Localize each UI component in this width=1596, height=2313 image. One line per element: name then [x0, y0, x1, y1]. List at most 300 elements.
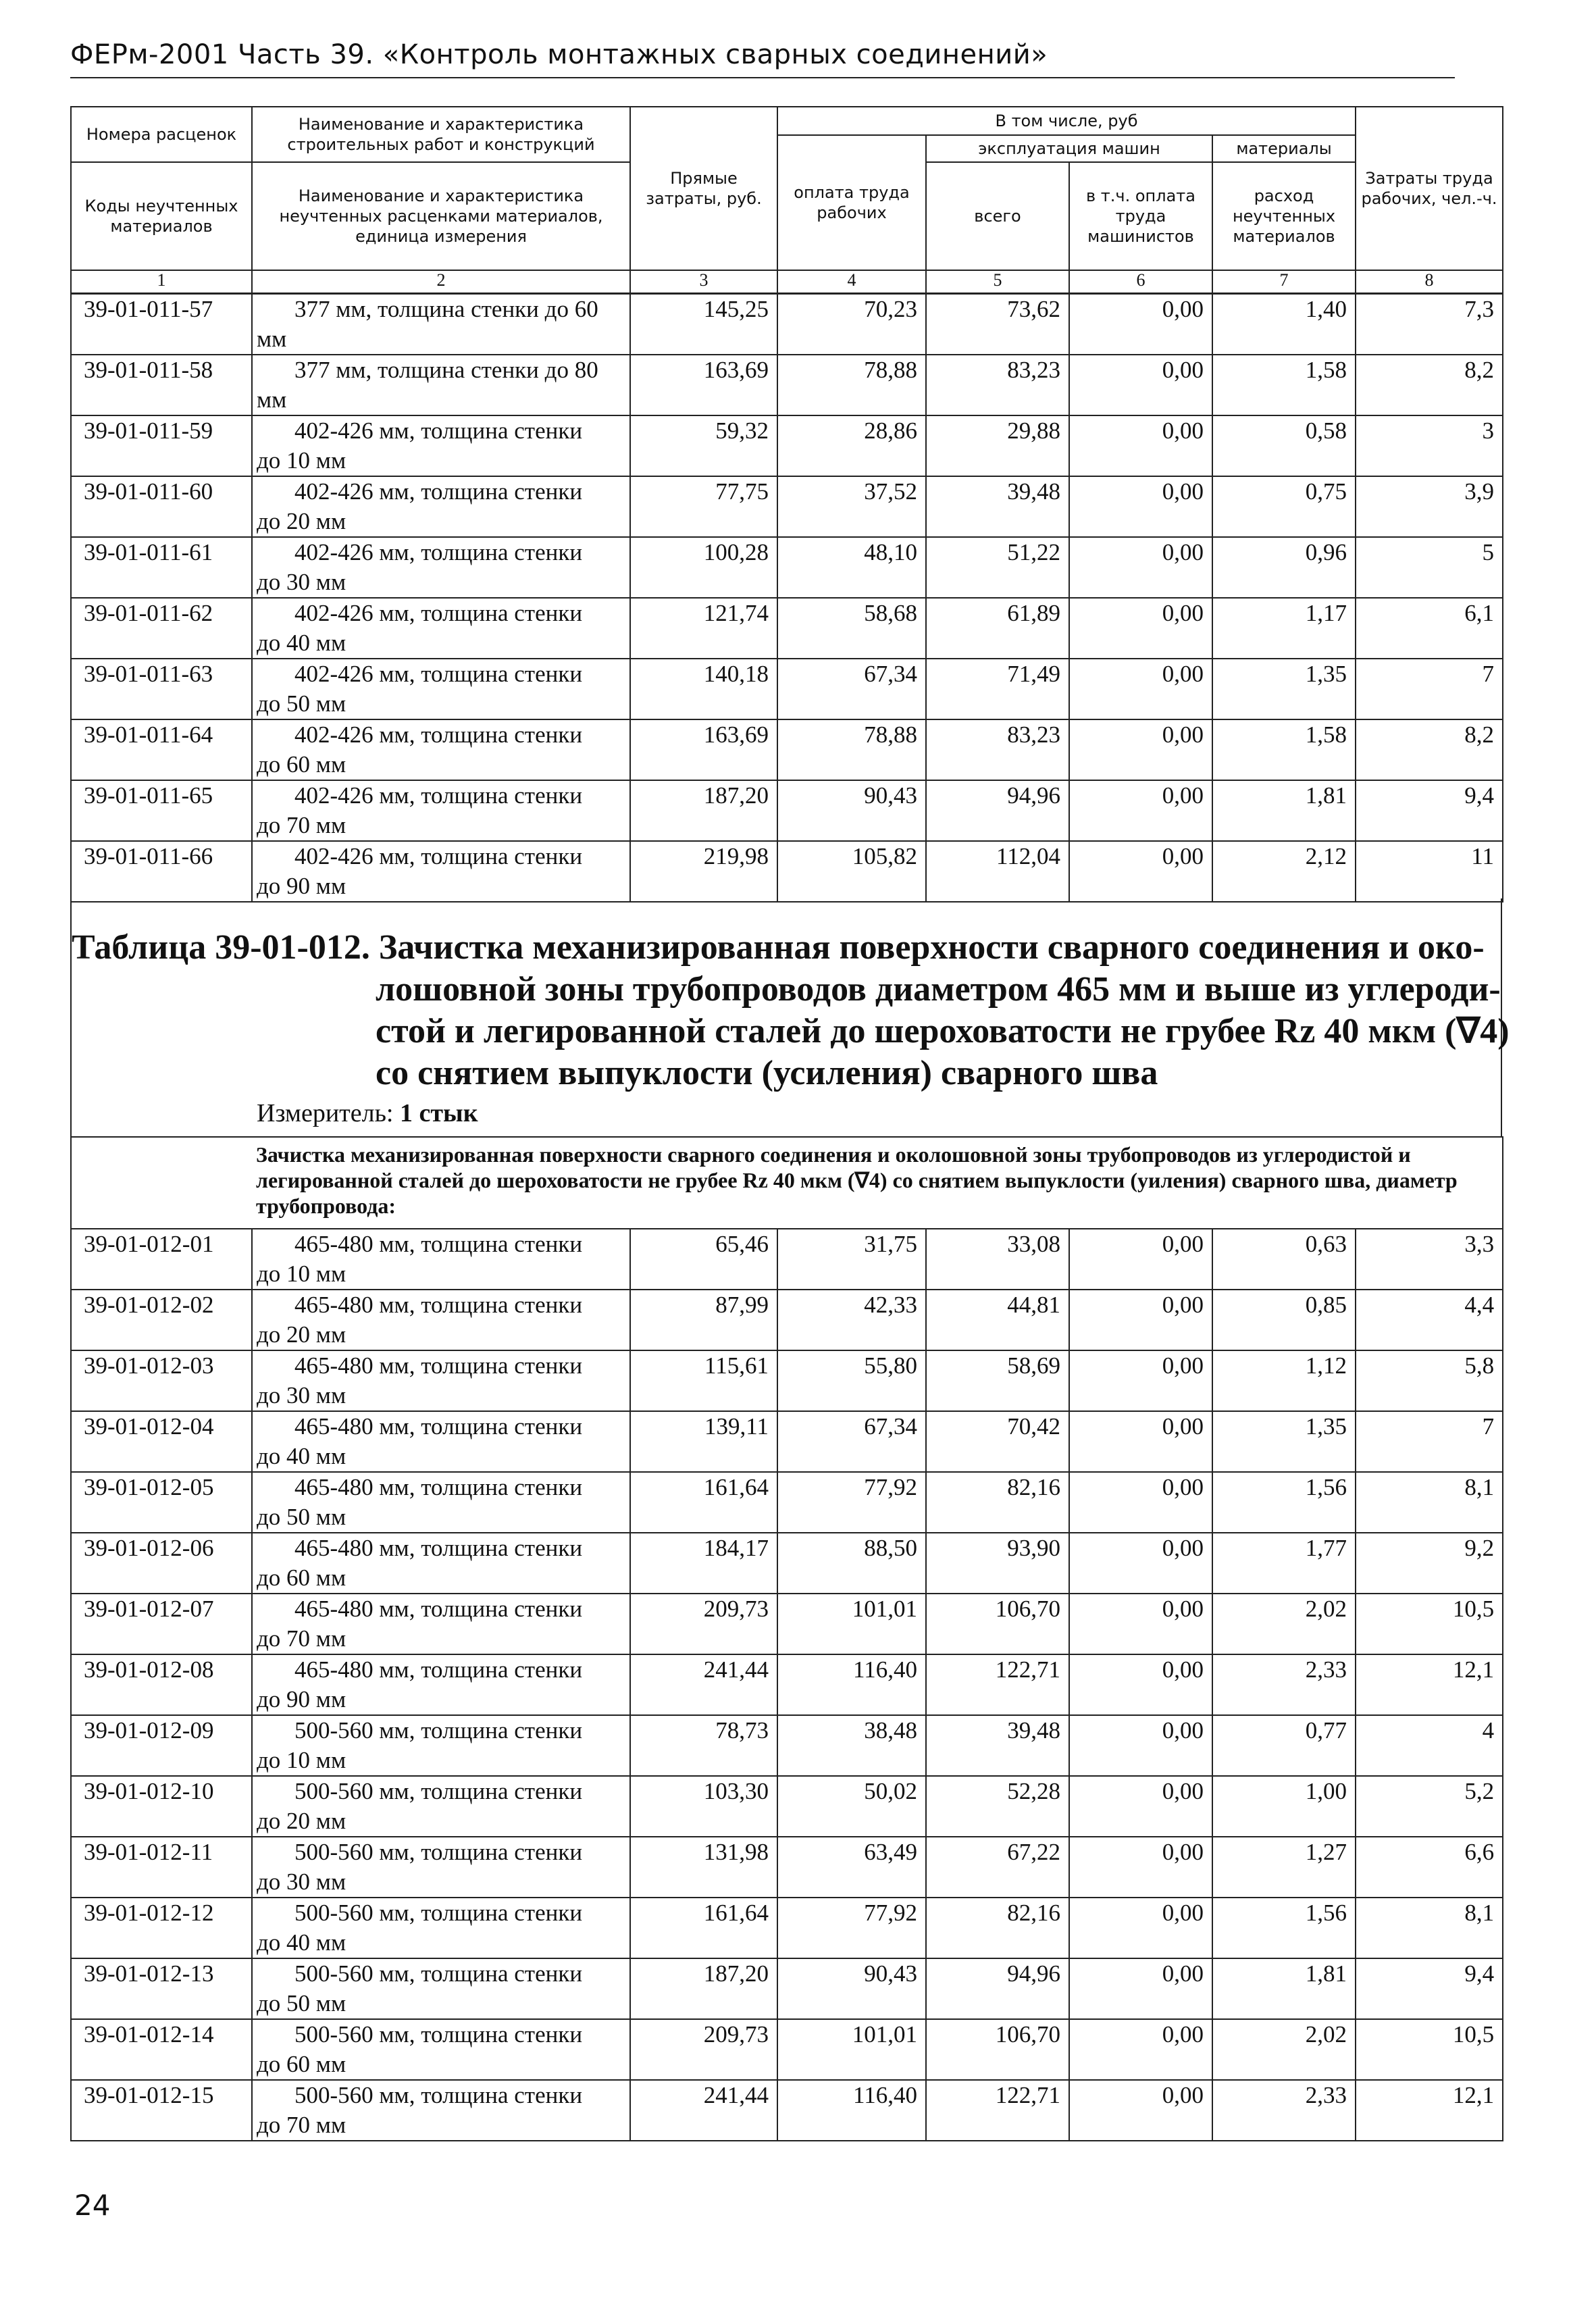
labor-pay-value: 28,86 [777, 415, 926, 476]
work-description [252, 1776, 630, 1837]
operators-pay-value: 0,00 [1069, 537, 1212, 598]
rate-code: 39-01-012-15 [71, 2080, 252, 2141]
direct-costs-value: 121,74 [630, 598, 777, 659]
description-line: до 30 мм [257, 569, 346, 595]
materials-value: 2,02 [1212, 1594, 1356, 1654]
labor-pay-value: 67,34 [777, 1411, 926, 1472]
table-title-line: лошовной зоны трубопроводов диаметром 465 мм и выше из углероди- [376, 970, 1501, 1009]
labor-pay-value: 78,88 [777, 355, 926, 415]
operators-pay-value: 0,00 [1069, 2019, 1212, 2080]
direct-costs-value: 65,46 [630, 1229, 777, 1290]
machines-total-value: 71,49 [926, 659, 1069, 719]
work-description [252, 1350, 630, 1411]
direct-costs-value: 241,44 [630, 1654, 777, 1715]
description-line: до 60 мм [257, 2051, 346, 2077]
description-line: до 20 мм [257, 508, 346, 534]
materials-value: 1,81 [1212, 780, 1356, 841]
operators-pay-value: 0,00 [1069, 659, 1212, 719]
labor-hours-value: 4,4 [1356, 1290, 1503, 1350]
labor-hours-value: 9,2 [1356, 1533, 1503, 1594]
operators-pay-value: 0,00 [1069, 355, 1212, 415]
direct-costs-value: 161,64 [630, 1472, 777, 1533]
labor-hours-value: 4 [1356, 1715, 1503, 1776]
materials-value: 2,33 [1212, 1654, 1356, 1715]
direct-costs-value: 163,69 [630, 719, 777, 780]
work-description [252, 1290, 630, 1350]
direct-costs-value: 145,25 [630, 294, 777, 355]
column-index: 7 [1212, 270, 1356, 293]
labor-pay-value: 63,49 [777, 1837, 926, 1898]
labor-pay-value: 48,10 [777, 537, 926, 598]
machines-total-value: 93,90 [926, 1533, 1069, 1594]
table-row [71, 1290, 1503, 1350]
labor-hours-value: 5,2 [1356, 1776, 1503, 1837]
work-description [252, 355, 630, 415]
machines-total-value: 70,42 [926, 1411, 1069, 1472]
description-line: 465-480 мм, толщина стенки [294, 1231, 583, 1257]
direct-costs-value: 161,64 [630, 1898, 777, 1958]
rate-code: 39-01-012-12 [71, 1898, 252, 1958]
direct-costs-value: 241,44 [630, 2080, 777, 2141]
materials-value: 1,27 [1212, 1837, 1356, 1898]
machines-total-value: 106,70 [926, 1594, 1069, 1654]
operators-pay-value: 0,00 [1069, 2080, 1212, 2141]
description-line: 500-560 мм, толщина стенки [294, 1839, 583, 1865]
labor-pay-value: 90,43 [777, 780, 926, 841]
machines-total-value: 106,70 [926, 2019, 1069, 2080]
description-line: до 10 мм [257, 1747, 346, 1773]
operators-pay-value: 0,00 [1069, 1533, 1212, 1594]
rate-code: 39-01-012-14 [71, 2019, 252, 2080]
rate-code: 39-01-012-05 [71, 1472, 252, 1533]
labor-pay-value: 78,88 [777, 719, 926, 780]
labor-hours-value: 5 [1356, 537, 1503, 598]
direct-costs-value: 163,69 [630, 355, 777, 415]
table-row [71, 659, 1503, 719]
materials-value: 1,77 [1212, 1533, 1356, 1594]
labor-hours-value: 10,5 [1356, 1594, 1503, 1654]
description-line: 500-560 мм, толщина стенки [294, 1778, 583, 1804]
description-line: 500-560 мм, толщина стенки [294, 1717, 583, 1744]
table-row [71, 1715, 1503, 1776]
operators-pay-value: 0,00 [1069, 598, 1212, 659]
operators-pay-value: 0,00 [1069, 415, 1212, 476]
materials-value: 1,58 [1212, 719, 1356, 780]
operators-pay-value: 0,00 [1069, 476, 1212, 537]
labor-pay-value: 31,75 [777, 1229, 926, 1290]
direct-costs-value: 209,73 [630, 1594, 777, 1654]
header-rule [70, 77, 1455, 78]
machines-total-value: 67,22 [926, 1837, 1069, 1898]
machines-total-value: 122,71 [926, 2080, 1069, 2141]
header-cell-labor-hours: Затраты труда рабочих, чел.-ч. [1356, 107, 1503, 270]
work-description [252, 294, 630, 355]
description-line: до 10 мм [257, 447, 346, 474]
header-cell-direct-costs: Прямые затраты, руб. [630, 107, 777, 270]
machines-total-value: 112,04 [926, 841, 1069, 902]
description-line: до 30 мм [257, 1869, 346, 1895]
labor-hours-value: 9,4 [1356, 780, 1503, 841]
rate-code: 39-01-011-58 [71, 355, 252, 415]
table-row [71, 1654, 1503, 1715]
table-row [71, 1776, 1503, 1837]
labor-pay-value: 67,34 [777, 659, 926, 719]
labor-hours-value: 12,1 [1356, 2080, 1503, 2141]
labor-pay-value: 116,40 [777, 1654, 926, 1715]
table-row [71, 1350, 1503, 1411]
table-title [72, 927, 1510, 1094]
table-title-line: со снятием выпуклости (усиления) сварного шва [376, 1054, 1158, 1092]
header-cell-rate-numbers: Номера расценок [71, 107, 252, 162]
materials-value: 1,17 [1212, 598, 1356, 659]
operators-pay-value: 0,00 [1069, 1594, 1212, 1654]
operators-pay-value: 0,00 [1069, 1350, 1212, 1411]
rate-code: 39-01-012-11 [71, 1837, 252, 1898]
description-line: 402-426 мм, толщина стенки [294, 721, 583, 748]
machines-total-value: 61,89 [926, 598, 1069, 659]
materials-value: 2,02 [1212, 2019, 1356, 2080]
materials-value: 1,56 [1212, 1898, 1356, 1958]
measure-label: Измеритель: [257, 1099, 394, 1127]
table-row [71, 780, 1503, 841]
rate-code: 39-01-012-10 [71, 1776, 252, 1837]
rate-code: 39-01-012-01 [71, 1229, 252, 1290]
work-description [252, 598, 630, 659]
work-description [252, 1533, 630, 1594]
machines-total-value: 82,16 [926, 1898, 1069, 1958]
table-row [71, 841, 1503, 902]
labor-hours-value: 8,1 [1356, 1898, 1503, 1958]
machines-total-value: 39,48 [926, 476, 1069, 537]
header-cell-unaccounted-materials: расход неучтенных материалов [1212, 162, 1356, 270]
rates-table-011 [70, 293, 1503, 903]
rate-code: 39-01-011-63 [71, 659, 252, 719]
direct-costs-value: 131,98 [630, 1837, 777, 1898]
direct-costs-value: 59,32 [630, 415, 777, 476]
description-line: до 70 мм [257, 2112, 346, 2138]
column-index: 8 [1356, 270, 1503, 293]
labor-hours-value: 12,1 [1356, 1654, 1503, 1715]
header-cell-labor-pay: оплата труда рабочих [777, 135, 926, 270]
materials-value: 1,56 [1212, 1472, 1356, 1533]
labor-hours-value: 9,4 [1356, 1958, 1503, 2019]
operators-pay-value: 0,00 [1069, 841, 1212, 902]
materials-value: 2,12 [1212, 841, 1356, 902]
direct-costs-value: 115,61 [630, 1350, 777, 1411]
materials-value: 0,77 [1212, 1715, 1356, 1776]
table-row [71, 537, 1503, 598]
work-description [252, 719, 630, 780]
description-line: 465-480 мм, толщина стенки [294, 1352, 583, 1379]
rate-code: 39-01-012-08 [71, 1654, 252, 1715]
rate-code: 39-01-011-57 [71, 294, 252, 355]
materials-value: 1,58 [1212, 355, 1356, 415]
labor-hours-value: 10,5 [1356, 2019, 1503, 2080]
direct-costs-value: 87,99 [630, 1290, 777, 1350]
description-line: 500-560 мм, толщина стенки [294, 1960, 583, 1987]
labor-pay-value: 77,92 [777, 1898, 926, 1958]
section-subheading: Зачистка механизированная поверхности сварного соединения и околошовной зоны трубопроводов из углеродистой и легированной сталей до шероховатости не грубее Rz 40 мкм (∇4) со снятием выпуклости (уиления) сварного шва, диаметр трубопровода: [252, 1137, 1503, 1229]
description-line: 402-426 мм, толщина стенки [294, 661, 583, 687]
work-description [252, 1411, 630, 1472]
labor-hours-value: 3,3 [1356, 1229, 1503, 1290]
machines-total-value: 58,69 [926, 1350, 1069, 1411]
work-description [252, 1472, 630, 1533]
description-line: 377 мм, толщина стенки до 60 [294, 296, 598, 322]
labor-pay-value: 38,48 [777, 1715, 926, 1776]
table-row [71, 1411, 1503, 1472]
labor-hours-value: 6,6 [1356, 1837, 1503, 1898]
rate-code: 39-01-011-59 [71, 415, 252, 476]
header-cell-operators-pay: в т.ч. оплата труда машинистов [1069, 162, 1212, 270]
direct-costs-value: 140,18 [630, 659, 777, 719]
operators-pay-value: 0,00 [1069, 294, 1212, 355]
labor-pay-value: 101,01 [777, 2019, 926, 2080]
work-description [252, 2080, 630, 2141]
labor-pay-value: 77,92 [777, 1472, 926, 1533]
materials-value: 0,75 [1212, 476, 1356, 537]
description-line: 500-560 мм, толщина стенки [294, 1900, 583, 1926]
description-line: до 20 мм [257, 1808, 346, 1834]
table-row [71, 1229, 1503, 1290]
table-row [71, 2019, 1503, 2080]
materials-value: 0,85 [1212, 1290, 1356, 1350]
operators-pay-value: 0,00 [1069, 1958, 1212, 2019]
materials-value: 0,58 [1212, 415, 1356, 476]
description-line: до 30 мм [257, 1382, 346, 1408]
description-line: 402-426 мм, толщина стенки [294, 843, 583, 869]
work-description [252, 1958, 630, 2019]
table-row [71, 598, 1503, 659]
column-header-table [70, 106, 1503, 294]
description-line: до 90 мм [257, 873, 346, 899]
work-description [252, 2019, 630, 2080]
materials-value: 1,81 [1212, 1958, 1356, 2019]
description-line: до 60 мм [257, 1565, 346, 1591]
description-line: до 90 мм [257, 1686, 346, 1712]
description-line: 402-426 мм, толщина стенки [294, 782, 583, 809]
rate-code: 39-01-011-66 [71, 841, 252, 902]
work-description [252, 1837, 630, 1898]
rate-code: 39-01-012-03 [71, 1350, 252, 1411]
work-description [252, 780, 630, 841]
description-line: 465-480 мм, толщина стенки [294, 1292, 583, 1318]
labor-pay-value: 55,80 [777, 1350, 926, 1411]
materials-value: 1,40 [1212, 294, 1356, 355]
header-cell-materials: материалы [1212, 135, 1356, 162]
description-line: 465-480 мм, толщина стенки [294, 1535, 583, 1561]
machines-total-value: 122,71 [926, 1654, 1069, 1715]
column-index: 2 [252, 270, 630, 293]
labor-hours-value: 8,2 [1356, 719, 1503, 780]
rates-table-012 [70, 1136, 1503, 2141]
work-description [252, 1654, 630, 1715]
rate-code: 39-01-012-06 [71, 1533, 252, 1594]
labor-hours-value: 5,8 [1356, 1350, 1503, 1411]
materials-value: 1,00 [1212, 1776, 1356, 1837]
table-row [71, 476, 1503, 537]
labor-pay-value: 70,23 [777, 294, 926, 355]
operators-pay-value: 0,00 [1069, 1715, 1212, 1776]
description-line: 402-426 мм, толщина стенки [294, 478, 583, 505]
header-cell-material-names: Наименование и характеристика неучтенных расценками материалов, единица измерения [252, 162, 630, 270]
rate-code: 39-01-012-04 [71, 1411, 252, 1472]
work-description [252, 1594, 630, 1654]
machines-total-value: 83,23 [926, 355, 1069, 415]
column-index: 4 [777, 270, 926, 293]
column-index: 1 [71, 270, 252, 293]
operators-pay-value: 0,00 [1069, 1472, 1212, 1533]
rate-code: 39-01-012-13 [71, 1958, 252, 2019]
work-description [252, 841, 630, 902]
materials-value: 1,35 [1212, 1411, 1356, 1472]
machines-total-value: 44,81 [926, 1290, 1069, 1350]
table-row [71, 1533, 1503, 1594]
column-index: 5 [926, 270, 1069, 293]
description-line: мм [257, 386, 287, 413]
description-line: до 70 мм [257, 812, 346, 838]
table-row [71, 719, 1503, 780]
description-line: до 60 мм [257, 751, 346, 778]
description-line: 402-426 мм, толщина стенки [294, 600, 583, 626]
table-row [71, 294, 1503, 355]
machines-total-value: 39,48 [926, 1715, 1069, 1776]
labor-hours-value: 6,1 [1356, 598, 1503, 659]
header-cell-material-codes: Коды неучтенных материалов [71, 162, 252, 270]
description-line: до 50 мм [257, 1990, 346, 2016]
work-description [252, 476, 630, 537]
description-line: 465-480 мм, толщина стенки [294, 1656, 583, 1683]
operators-pay-value: 0,00 [1069, 1776, 1212, 1837]
header-cell-machines-total: всего [926, 162, 1069, 270]
table-row [71, 2080, 1503, 2141]
machines-total-value: 94,96 [926, 1958, 1069, 2019]
work-description [252, 1898, 630, 1958]
description-line: 465-480 мм, толщина стенки [294, 1596, 583, 1622]
machines-total-value: 33,08 [926, 1229, 1069, 1290]
description-line: до 40 мм [257, 630, 346, 656]
labor-hours-value: 3,9 [1356, 476, 1503, 537]
unit-of-measure [257, 1098, 478, 1128]
description-line: до 10 мм [257, 1261, 346, 1287]
table-row [71, 1472, 1503, 1533]
direct-costs-value: 187,20 [630, 780, 777, 841]
header-cell-including: В том числе, руб [777, 107, 1356, 135]
direct-costs-value: 209,73 [630, 2019, 777, 2080]
labor-hours-value: 7 [1356, 1411, 1503, 1472]
labor-hours-value: 7 [1356, 659, 1503, 719]
description-line: 402-426 мм, толщина стенки [294, 417, 583, 444]
rate-code: 39-01-012-09 [71, 1715, 252, 1776]
page-number: 24 [74, 2189, 111, 2222]
description-line: 377 мм, толщина стенки до 80 [294, 357, 598, 383]
description-line: до 40 мм [257, 1443, 346, 1469]
machines-total-value: 73,62 [926, 294, 1069, 355]
labor-hours-value: 7,3 [1356, 294, 1503, 355]
table-title-line: стой и легированной сталей до шероховатости не грубее Rz 40 мкм (∇4) [376, 1012, 1510, 1050]
machines-total-value: 52,28 [926, 1776, 1069, 1837]
rate-code: 39-01-011-60 [71, 476, 252, 537]
description-line: до 50 мм [257, 1504, 346, 1530]
operators-pay-value: 0,00 [1069, 780, 1212, 841]
work-description [252, 1715, 630, 1776]
materials-value: 0,63 [1212, 1229, 1356, 1290]
description-line: мм [257, 326, 287, 352]
machines-total-value: 94,96 [926, 780, 1069, 841]
operators-pay-value: 0,00 [1069, 1229, 1212, 1290]
description-line: 402-426 мм, толщина стенки [294, 539, 583, 565]
labor-pay-value: 90,43 [777, 1958, 926, 2019]
labor-hours-value: 11 [1356, 841, 1503, 902]
direct-costs-value: 100,28 [630, 537, 777, 598]
labor-pay-value: 50,02 [777, 1776, 926, 1837]
machines-total-value: 83,23 [926, 719, 1069, 780]
materials-value: 1,12 [1212, 1350, 1356, 1411]
rate-code: 39-01-011-61 [71, 537, 252, 598]
table-title-line: Таблица 39-01-012. Зачистка механизированная поверхности сварного соединения и око- [72, 928, 1485, 967]
labor-hours-value: 8,1 [1356, 1472, 1503, 1533]
table-row [71, 355, 1503, 415]
direct-costs-value: 78,73 [630, 1715, 777, 1776]
header-cell-work-name: Наименование и характеристика строительных работ и конструкций [252, 107, 630, 162]
table-row [71, 1594, 1503, 1654]
operators-pay-value: 0,00 [1069, 1837, 1212, 1898]
description-line: до 70 мм [257, 1625, 346, 1652]
description-line: до 20 мм [257, 1321, 346, 1348]
column-index: 3 [630, 270, 777, 293]
rate-code: 39-01-012-02 [71, 1290, 252, 1350]
direct-costs-value: 103,30 [630, 1776, 777, 1837]
labor-hours-value: 3 [1356, 415, 1503, 476]
operators-pay-value: 0,00 [1069, 1290, 1212, 1350]
materials-value: 1,35 [1212, 659, 1356, 719]
labor-pay-value: 58,68 [777, 598, 926, 659]
header-cell-machines: эксплуатация машин [926, 135, 1212, 162]
measure-value: 1 стык [400, 1099, 478, 1127]
labor-pay-value: 88,50 [777, 1533, 926, 1594]
rate-code: 39-01-011-64 [71, 719, 252, 780]
materials-value: 2,33 [1212, 2080, 1356, 2141]
operators-pay-value: 0,00 [1069, 1411, 1212, 1472]
machines-total-value: 29,88 [926, 415, 1069, 476]
description-line: 500-560 мм, толщина стенки [294, 2021, 583, 2048]
work-description [252, 537, 630, 598]
rate-code: 39-01-011-65 [71, 780, 252, 841]
labor-pay-value: 116,40 [777, 2080, 926, 2141]
materials-value: 0,96 [1212, 537, 1356, 598]
work-description [252, 415, 630, 476]
labor-hours-value: 8,2 [1356, 355, 1503, 415]
work-description [252, 659, 630, 719]
description-line: 465-480 мм, толщина стенки [294, 1474, 583, 1500]
rate-code: 39-01-011-62 [71, 598, 252, 659]
direct-costs-value: 219,98 [630, 841, 777, 902]
labor-pay-value: 42,33 [777, 1290, 926, 1350]
labor-pay-value: 105,82 [777, 841, 926, 902]
table-row [71, 415, 1503, 476]
description-line: до 50 мм [257, 690, 346, 717]
table-row [71, 1898, 1503, 1958]
table-row [71, 1958, 1503, 2019]
labor-pay-value: 37,52 [777, 476, 926, 537]
work-description [252, 1229, 630, 1290]
labor-pay-value: 101,01 [777, 1594, 926, 1654]
direct-costs-value: 139,11 [630, 1411, 777, 1472]
table-row [71, 1837, 1503, 1898]
operators-pay-value: 0,00 [1069, 1898, 1212, 1958]
subheading-spacer [71, 1137, 252, 1229]
rate-code: 39-01-012-07 [71, 1594, 252, 1654]
